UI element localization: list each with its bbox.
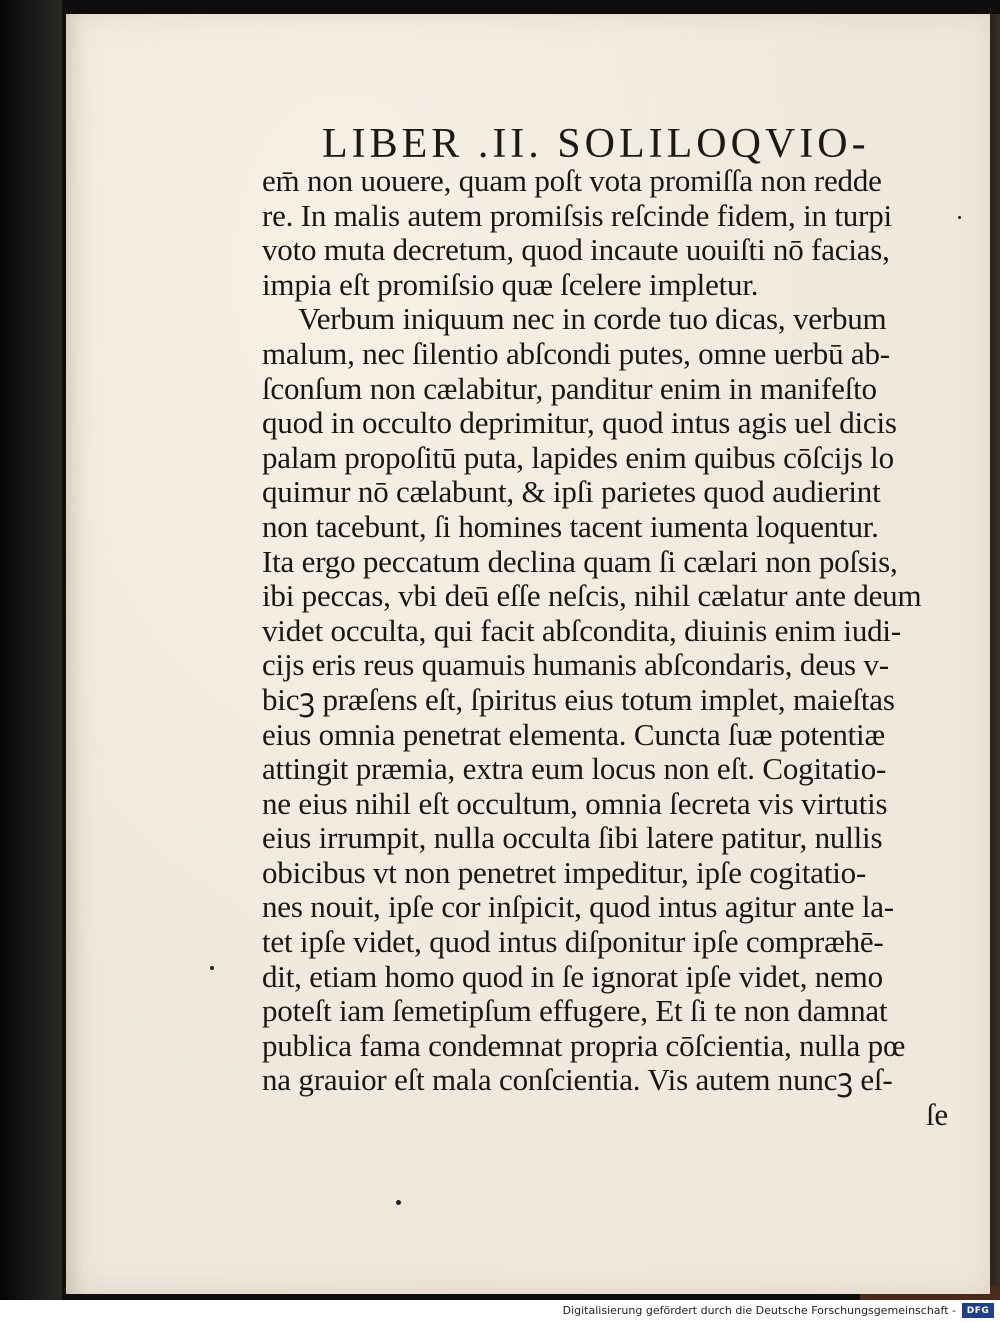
text-line: voto muta decretum, quod incaute uouiſti nō facias, — [262, 232, 890, 268]
text-line: quod in occulto deprimitur, quod intus agis uel dicis — [262, 405, 897, 441]
body-text — [262, 164, 952, 1133]
text-line: cijs eris reus quamuis humanis abſcondaris, deus v- — [262, 647, 889, 683]
dfg-logo: DFG — [962, 1303, 994, 1318]
text-line: videt occulta, qui facit abſcondita, diuinis enim iudi- — [262, 612, 901, 648]
running-head: LIBER .II. SOLILOQVIO- — [322, 121, 870, 167]
text-line: ſconſum non cælabitur, panditur enim in manifeſto — [262, 370, 877, 406]
text-line: palam propoſitū puta, lapides enim quibus cōſcijs lo — [262, 439, 894, 475]
text-line: malum, nec ſilentio abſcondi putes, omne uerbū ab- — [262, 335, 890, 371]
funding-credit: Digitalisierung gefördert durch die Deutsche Forschungsgemeinschaft - — [562, 1304, 956, 1317]
text-line: poteſt iam ſemetipſum effugere, Et ſi te non damnat — [262, 993, 888, 1029]
text-line: non tacebunt, ſi homines tacent iumenta loquentur. — [262, 508, 879, 544]
ink-speck — [958, 216, 961, 219]
text-line: dit, etiam homo quod in ſe ignorat ipſe videt, nemo — [262, 958, 883, 994]
text-line: na grauior eſt mala conſcientia. Vis autem nuncꝫ eſ- — [262, 1062, 893, 1098]
text-line: tet ipſe videt, quod intus diſponitur ipſe compræhē- — [262, 924, 884, 960]
text-line: ne eius nihil eſt occultum, omnia ſecreta vis virtutis — [262, 785, 888, 821]
catchword: ſe — [926, 1097, 948, 1133]
text-line: em̄ non uouere, quam poſt vota promiſſa non redde — [262, 163, 882, 198]
text-line: quimur nō cælabunt, & ipſi parietes quod audierint — [262, 474, 881, 510]
text-line: Ita ergo peccatum declina quam ſi cælari non poſsis, — [262, 543, 898, 579]
text-line: obicibus vt non penetret impeditur, ipſe cogitatio- — [262, 854, 867, 890]
ink-speck — [396, 1200, 401, 1205]
text-line: Verbum iniquum nec in corde tuo dicas, verbum — [298, 301, 887, 337]
text-line: publica fama condemnat propria cōſcientia, nulla pœ — [262, 1027, 906, 1063]
text-line: impia eſt promiſsio quæ ſcelere impletur. — [262, 266, 759, 302]
scan-left-edge — [0, 0, 62, 1300]
text-line: ibi peccas, vbi deū eſſe neſcis, nihil cælatur ante deum — [262, 578, 922, 614]
text-line: eius irrumpit, nulla occulta ſibi latere patitur, nullis — [262, 820, 883, 856]
text-line: nes nouit, ipſe cor inſpicit, quod intus agitur ante la- — [262, 889, 894, 925]
text-line: re. In malis autem promiſsis reſcinde fidem, in turpi — [262, 197, 892, 233]
text-line: eius omnia penetrat elementa. Cuncta ſuæ potentiæ — [262, 716, 885, 752]
text-line: attingit præmia, extra eum locus non eſt. Cogitatio- — [262, 751, 887, 787]
ink-speck — [210, 966, 214, 970]
text-line: bicꝫ præſens eſt, ſpiritus eius totum implet, maieſtas — [262, 681, 895, 717]
